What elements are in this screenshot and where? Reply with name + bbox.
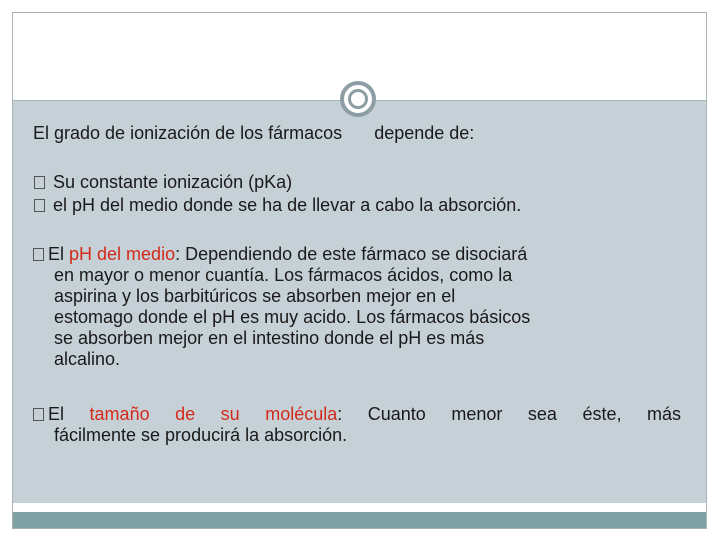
ph-section	[33, 244, 681, 370]
factor-item-ph	[34, 195, 521, 216]
intro-text	[33, 123, 474, 144]
intro-tail: depende de:	[374, 123, 475, 143]
size-label-highlight: tamaño de su molécula	[89, 404, 338, 424]
ph-label-highlight: pH del medio	[69, 244, 176, 264]
footer-bar	[13, 512, 706, 528]
ph-label-prefix: El	[48, 244, 70, 264]
size-line: fácilmente se producirá la absorción.	[54, 425, 348, 445]
ph-label-colon: :	[175, 244, 181, 264]
circle-ornament-inner	[348, 89, 368, 109]
size-label-colon: :	[337, 404, 343, 424]
bullet-box-icon	[34, 176, 45, 189]
ph-line1-rest: Dependiendo de este fármaco se disociará	[180, 244, 528, 264]
ph-section-first-line	[33, 244, 681, 265]
factor-item-pka	[34, 172, 292, 193]
intro-main: El grado de ionización de los fármacos	[33, 123, 343, 143]
size-section	[33, 404, 681, 446]
bullet-box-icon	[33, 408, 44, 421]
circle-ornament-icon	[340, 81, 376, 117]
ph-line: se absorben mejor en el intestino donde el pH es más	[54, 328, 485, 348]
factor-label: Su constante ionización (pKa)	[53, 172, 293, 192]
bullet-box-icon	[34, 199, 45, 212]
size-section-first-line	[33, 404, 681, 425]
ph-line: alcalino.	[54, 349, 121, 369]
size-label-prefix: El	[48, 404, 90, 424]
bullet-box-icon	[33, 248, 44, 261]
factor-label: el pH del medio donde se ha de llevar a cabo la absorción.	[53, 195, 522, 215]
size-line1-rest: Cuanto menor sea éste, más	[342, 404, 681, 424]
ph-line: estomago donde el pH es muy acido. Los fármacos básicos	[54, 307, 531, 327]
ph-line: en mayor o menor cuantía. Los fármacos ácidos, como la	[54, 265, 513, 285]
ph-line: aspirina y los barbitúricos se absorben mejor en el	[54, 286, 456, 306]
